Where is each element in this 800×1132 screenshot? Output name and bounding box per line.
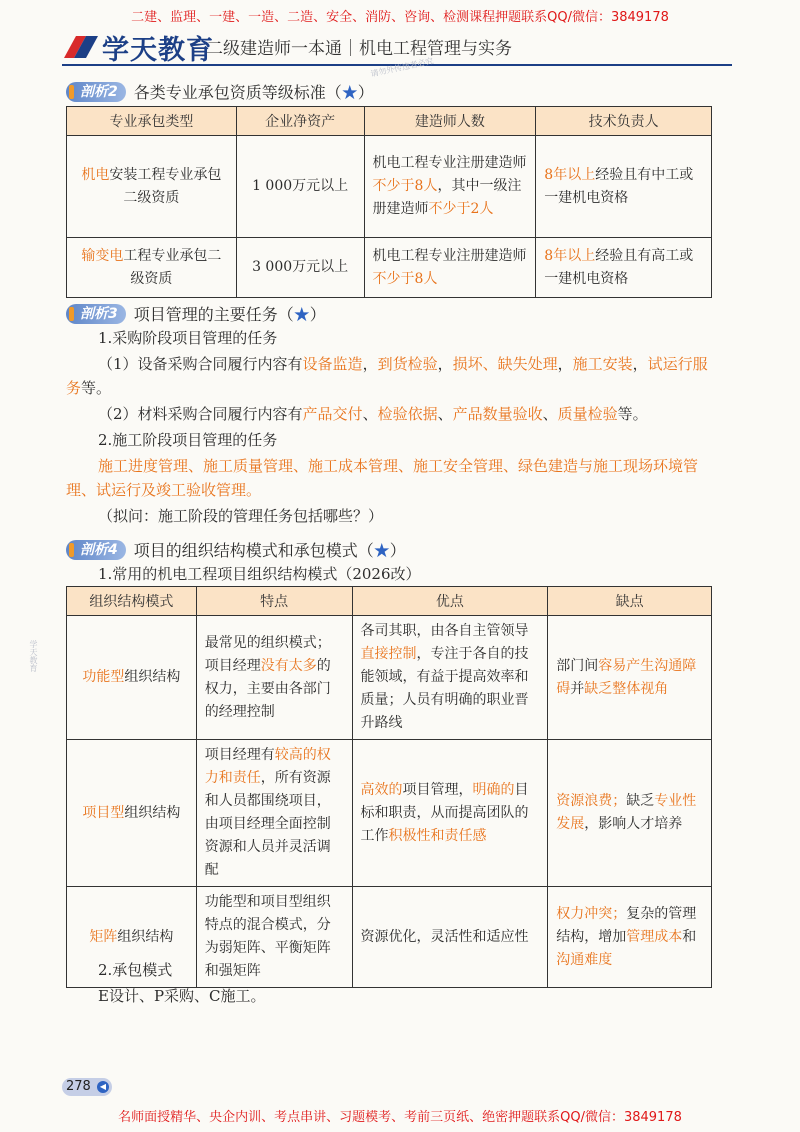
section4-badge: 剖析4 xyxy=(66,540,126,560)
mode-cell: 功能型组织结构 xyxy=(67,616,197,740)
mode-cell: 项目型组织结构 xyxy=(67,740,197,887)
paragraph: （2）材料采购合同履行内容有产品交付、检验依据、产品数量验收、质量检验等。 xyxy=(98,405,648,423)
table-row xyxy=(67,238,712,298)
assets-cell: 1 000万元以上 xyxy=(236,136,364,238)
section2-badge: 剖析2 xyxy=(66,82,126,102)
paragraph: E设计、P采购、C施工。 xyxy=(98,987,266,1005)
col-header: 技术负责人 xyxy=(536,107,712,136)
mode-cell: 矩阵组织结构 xyxy=(67,887,197,988)
type-cell: 输变电工程专业承包二级资质 xyxy=(67,238,237,298)
logo-icon xyxy=(62,32,100,60)
section4-heading xyxy=(66,538,406,561)
cons-cell: 资源浪费；缺乏专业性发展，影响人才培养 xyxy=(548,740,712,887)
table-row xyxy=(67,740,712,887)
cons-cell: 权力冲突；复杂的管理结构，增加管理成本和沟通难度 xyxy=(548,887,712,988)
subheading: 2.施工阶段项目管理的任务 xyxy=(98,431,278,449)
organization-table xyxy=(66,586,712,988)
subheading: 1.采购阶段项目管理的任务 xyxy=(98,329,278,347)
col-header: 专业承包类型 xyxy=(67,107,237,136)
paragraph: （1）设备采购合同履行内容有设备监造，到货检验，损坏、缺失处理，施工安装，试运行服务等。 xyxy=(66,355,708,397)
col-header: 特点 xyxy=(196,587,352,616)
section4-title: 项目的组织结构模式和承包模式（★） xyxy=(133,541,406,560)
bottom-banner: 名师面授精华、央企内训、考点串讲、习题模考、考前三页纸、绝密押题联系QQ/微信：3849178 xyxy=(118,1110,682,1125)
pros-cell: 高效的项目管理，明确的目标和职责，从而提高团队的工作积极性和责任感 xyxy=(352,740,548,887)
page-header xyxy=(62,30,742,64)
col-header: 企业净资产 xyxy=(236,107,364,136)
subheading: 2.承包模式 xyxy=(98,961,173,979)
type-cell: 机电安装工程专业承包二级资质 xyxy=(67,136,237,238)
table-header-row xyxy=(67,107,712,136)
table-header-row xyxy=(67,587,712,616)
table-row xyxy=(67,616,712,740)
pros-cell: 资源优化，灵活性和适应性 xyxy=(352,887,548,988)
book-title: 二级建造师一本通｜机电工程管理与实务 xyxy=(206,39,512,59)
col-header: 建造师人数 xyxy=(364,107,536,136)
section2-heading xyxy=(66,80,374,103)
assets-cell: 3 000万元以上 xyxy=(236,238,364,298)
feature-cell: 功能型和项目型组织特点的混合模式，分为弱矩阵、平衡矩阵和强矩阵 xyxy=(196,887,352,988)
section3-heading xyxy=(66,302,326,325)
logo-text: 学天教育 xyxy=(102,35,214,66)
feature-cell: 项目经理有较高的权力和责任，所有资源和人员都围绕项目，由项目经理全面控制资源和人员并灵活调配 xyxy=(196,740,352,887)
star-icon: ★ xyxy=(373,541,390,560)
paragraph: 施工进度管理、施工质量管理、施工成本管理、施工安全管理、绿色建造与施工现场环境管理、试运行及竣工验收管理。 xyxy=(66,457,699,499)
tech-cell: 8年以上经验且有中工或一建机电资格 xyxy=(536,136,712,238)
page-number: 278 ◀ xyxy=(62,1078,112,1096)
section3-badge: 剖析3 xyxy=(66,304,126,324)
side-watermark: 学天教育 xyxy=(29,640,38,672)
builders-cell: 机电工程专业注册建造师不少于8人 xyxy=(364,238,536,298)
section3-title: 项目管理的主要任务（★） xyxy=(133,305,326,324)
col-header: 组织结构模式 xyxy=(67,587,197,616)
col-header: 优点 xyxy=(352,587,548,616)
builders-cell: 机电工程专业注册建造师不少于8人，其中一级注册建造师不少于2人 xyxy=(364,136,536,238)
watermark-text: 请勿外传违者必究 xyxy=(369,56,435,79)
star-icon: ★ xyxy=(341,83,358,102)
table-row xyxy=(67,136,712,238)
tech-cell: 8年以上经验且有高工或一建机电资格 xyxy=(536,238,712,298)
cons-cell: 部门间容易产生沟通障碍并缺乏整体视角 xyxy=(548,616,712,740)
section2-title: 各类专业承包资质等级标准（★） xyxy=(133,83,374,102)
pros-cell: 各司其职，由各自主管领导直接控制，专注于各自的技能领域，有益于提高效率和质量；人员有明确的职业晋升路线 xyxy=(352,616,548,740)
top-banner: 二建、监理、一建、一造、二造、安全、消防、咨询、检测课程押题联系QQ/微信：3849178 xyxy=(131,10,669,25)
feature-cell: 最常见的组织模式；项目经理没有太多的权力，主要由各部门的经理控制 xyxy=(196,616,352,740)
col-header: 缺点 xyxy=(548,587,712,616)
star-icon: ★ xyxy=(293,305,310,324)
paragraph: （拟问：施工阶段的管理任务包括哪些？） xyxy=(98,507,384,525)
qualification-table xyxy=(66,106,712,298)
subheading: 1.常用的机电工程项目组织结构模式（2026改） xyxy=(98,565,421,583)
arrow-left-icon: ◀ xyxy=(97,1081,109,1093)
